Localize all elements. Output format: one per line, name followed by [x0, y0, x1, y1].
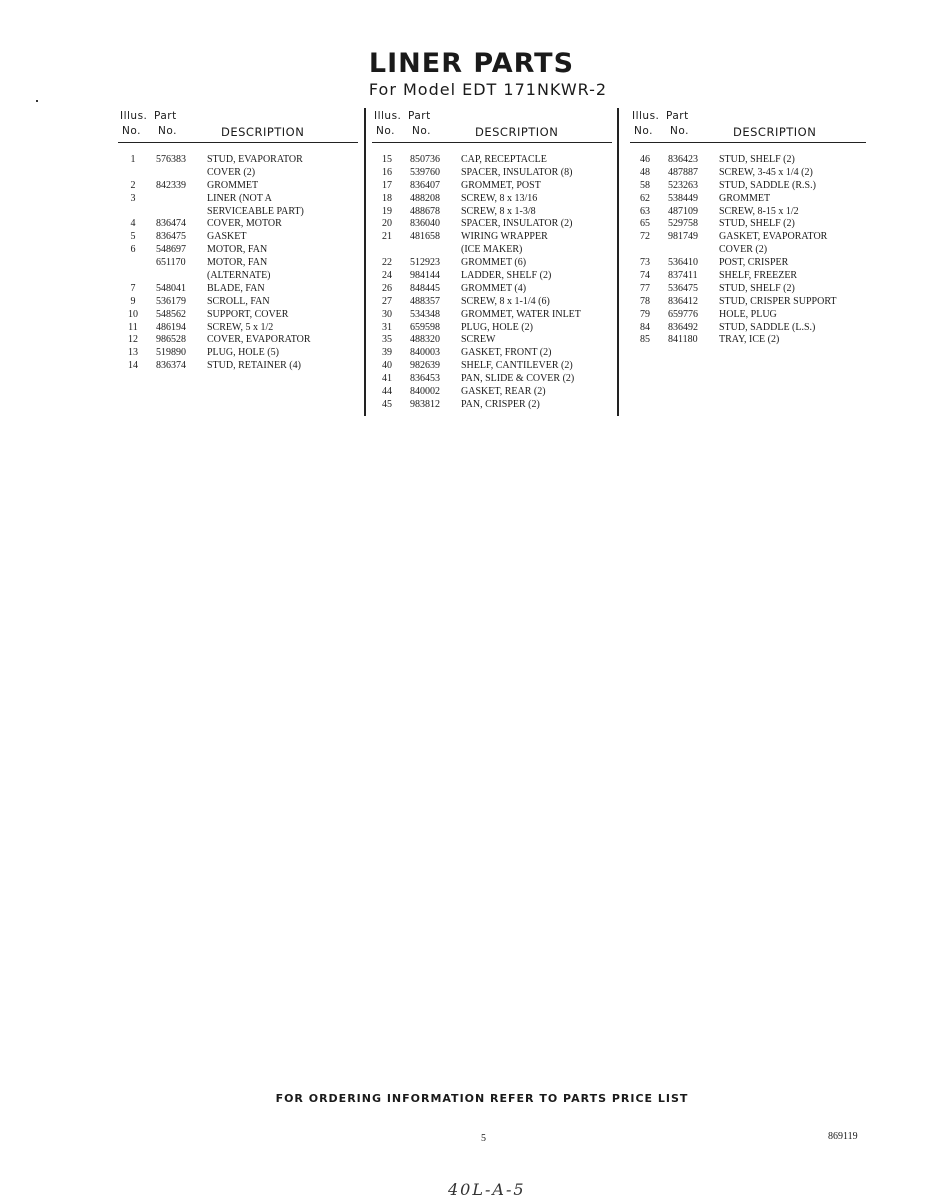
table-row	[372, 334, 612, 347]
part-number: 659776	[668, 308, 698, 320]
illus-number: 3	[130, 192, 136, 204]
table-row	[372, 167, 612, 180]
illus-number: 79	[640, 308, 650, 320]
part-number: 841180	[668, 334, 698, 346]
table-row	[630, 283, 866, 296]
table-row	[630, 193, 866, 206]
table-row	[372, 386, 612, 399]
illus-number: 5	[130, 231, 136, 243]
part-description: SHELF, FREEZER	[719, 270, 798, 282]
illus-number: 20	[382, 218, 392, 230]
header-part-no: No.	[158, 125, 177, 137]
part-description: MOTOR, FAN	[207, 257, 268, 269]
table-row	[118, 180, 358, 193]
scan-speck	[36, 100, 38, 102]
illus-number: 1	[130, 154, 136, 165]
table-row	[630, 334, 866, 347]
part-number: 836453	[410, 373, 440, 385]
illus-number: 27	[382, 295, 392, 307]
column-divider	[617, 108, 619, 416]
part-number: 840003	[410, 347, 440, 359]
part-number: 836492	[668, 321, 698, 333]
part-number: 659598	[410, 321, 440, 333]
illus-number: 45	[382, 398, 392, 410]
table-row	[372, 399, 612, 412]
page-number: 5	[481, 1133, 486, 1144]
table-row	[630, 206, 866, 219]
illus-number: 72	[640, 231, 650, 243]
illus-number: 74	[640, 270, 650, 282]
table-row	[372, 360, 612, 373]
header-part-no: No.	[670, 125, 689, 137]
illus-number: 31	[382, 321, 392, 333]
part-description: SCREW, 3-45 x 1/4 (2)	[719, 166, 813, 178]
part-number: 488208	[410, 192, 440, 204]
illus-number: 73	[640, 257, 650, 269]
part-description: LADDER, SHELF (2)	[461, 270, 552, 282]
part-description: CAP, RECEPTACLE	[461, 154, 547, 165]
table-row	[372, 244, 612, 257]
part-description: SCROLL, FAN	[207, 295, 270, 307]
table-row	[372, 206, 612, 219]
header-description: DESCRIPTION	[221, 125, 305, 139]
part-number: 487109	[668, 205, 698, 217]
illus-number: 40	[382, 360, 392, 372]
table-row	[118, 154, 358, 167]
part-number: 538449	[668, 192, 698, 204]
part-description: SCREW, 8 x 13/16	[461, 192, 538, 204]
header-illus: Illus.	[374, 110, 402, 122]
illus-number: 35	[382, 334, 392, 346]
part-description: (ICE MAKER)	[461, 244, 523, 256]
illus-number: 13	[128, 347, 138, 359]
illus-number: 77	[640, 282, 650, 294]
part-description: COVER (2)	[207, 166, 256, 178]
part-number: 523263	[668, 179, 698, 191]
table-row	[118, 360, 358, 373]
illus-number: 41	[382, 373, 392, 385]
illus-number: 9	[130, 295, 136, 307]
table-row	[372, 347, 612, 360]
part-description: STUD, CRISPER SUPPORT	[719, 295, 837, 307]
part-description: PAN, CRISPER (2)	[461, 398, 540, 410]
part-number: 548041	[156, 282, 186, 294]
illus-number: 4	[130, 218, 136, 230]
table-row	[630, 218, 866, 231]
table-row	[118, 244, 358, 257]
part-description: STUD, SHELF (2)	[719, 154, 795, 165]
header-illus-no: No.	[122, 125, 141, 137]
part-description: BLADE, FAN	[207, 282, 265, 294]
table-row	[118, 167, 358, 180]
header-rule	[118, 142, 358, 143]
header-rule	[372, 142, 612, 143]
part-number: 836407	[410, 179, 440, 191]
parts-column-2	[372, 108, 612, 412]
part-description: SUPPORT, COVER	[207, 308, 289, 320]
table-row	[372, 373, 612, 386]
table-row	[372, 322, 612, 335]
illus-number: 22	[382, 257, 392, 269]
part-number: 519890	[156, 347, 186, 359]
part-description: SHELF, CANTILEVER (2)	[461, 360, 573, 372]
part-number: 488678	[410, 205, 440, 217]
part-number: 836423	[668, 154, 698, 165]
table-row	[372, 180, 612, 193]
part-number: 836475	[156, 231, 186, 243]
table-row	[372, 193, 612, 206]
part-number: 836374	[156, 360, 186, 372]
header-description: DESCRIPTION	[475, 125, 559, 139]
illus-number: 84	[640, 321, 650, 333]
part-description: SPACER, INSULATOR (8)	[461, 166, 573, 178]
handwritten-note: 40L-A-5	[448, 1180, 526, 1199]
part-number: 486194	[156, 321, 186, 333]
part-number: 512923	[410, 257, 440, 269]
illus-number: 6	[130, 244, 136, 256]
part-description: STUD, SHELF (2)	[719, 218, 795, 230]
part-number: 986528	[156, 334, 186, 346]
part-number: 837411	[668, 270, 698, 282]
table-row	[118, 257, 358, 270]
column-divider	[364, 108, 366, 416]
illus-number: 11	[128, 321, 138, 333]
table-row	[118, 322, 358, 335]
part-description: SCREW, 8-15 x 1/2	[719, 205, 799, 217]
table-row	[118, 347, 358, 360]
part-number: 529758	[668, 218, 698, 230]
part-number: 548562	[156, 308, 186, 320]
part-number: 981749	[668, 231, 698, 243]
part-description: GROMMET, POST	[461, 179, 541, 191]
part-number: 836412	[668, 295, 698, 307]
part-number: 539760	[410, 166, 440, 178]
part-description: SCREW	[461, 334, 496, 346]
column-header	[630, 108, 866, 144]
illus-number: 10	[128, 308, 138, 320]
part-description: MOTOR, FAN	[207, 244, 268, 256]
part-number: 536475	[668, 282, 698, 294]
illus-number: 78	[640, 295, 650, 307]
part-description: GROMMET (6)	[461, 257, 527, 269]
part-description: SPACER, INSULATOR (2)	[461, 218, 573, 230]
table-row	[630, 154, 866, 167]
part-number: 850736	[410, 154, 440, 165]
table-row	[118, 309, 358, 322]
part-description: SCREW, 8 x 1-1/4 (6)	[461, 295, 550, 307]
part-number: 842339	[156, 179, 186, 191]
table-row	[118, 270, 358, 283]
header-illus: Illus.	[632, 110, 660, 122]
table-row	[372, 309, 612, 322]
header-rule	[630, 142, 866, 143]
part-number: 840002	[410, 386, 440, 398]
parts-list	[118, 154, 358, 373]
table-row	[630, 309, 866, 322]
model-subtitle: For Model EDT 171NKWR-2	[368, 80, 608, 99]
illus-number: 14	[128, 360, 138, 372]
part-number: 534348	[410, 308, 440, 320]
part-description: LINER (NOT A	[207, 192, 272, 204]
illus-number: 16	[382, 166, 392, 178]
table-row	[372, 270, 612, 283]
illus-number: 21	[382, 231, 392, 243]
part-description: STUD, EVAPORATOR	[207, 154, 303, 165]
part-description: COVER (2)	[719, 244, 768, 256]
part-number: 536410	[668, 257, 698, 269]
illus-number: 7	[130, 282, 136, 294]
illus-number: 65	[640, 218, 650, 230]
part-description: GROMMET (4)	[461, 282, 527, 294]
header-part: Part	[154, 110, 177, 122]
table-row	[118, 296, 358, 309]
ordering-note: FOR ORDERING INFORMATION REFER TO PARTS PRICE LIST	[275, 1092, 689, 1105]
part-number: 651170	[156, 257, 186, 269]
table-row	[118, 206, 358, 219]
table-row	[372, 231, 612, 244]
header-part: Part	[408, 110, 431, 122]
part-description: SCREW, 8 x 1-3/8	[461, 205, 536, 217]
part-description: POST, CRISPER	[719, 257, 789, 269]
document-code: 869119	[828, 1131, 858, 1142]
table-row	[118, 218, 358, 231]
part-number: 984144	[410, 270, 440, 282]
table-row	[118, 283, 358, 296]
part-number: 848445	[410, 282, 440, 294]
part-description: GASKET	[207, 231, 247, 243]
table-row	[630, 296, 866, 309]
part-description: (ALTERNATE)	[207, 270, 271, 282]
illus-number: 2	[130, 179, 136, 191]
part-number: 548697	[156, 244, 186, 256]
part-description: COVER, MOTOR	[207, 218, 282, 230]
illus-number: 19	[382, 205, 392, 217]
part-description: STUD, RETAINER (4)	[207, 360, 301, 372]
illus-number: 26	[382, 282, 392, 294]
part-description: GASKET, FRONT (2)	[461, 347, 552, 359]
illus-number: 63	[640, 205, 650, 217]
illus-number: 62	[640, 192, 650, 204]
table-row	[118, 193, 358, 206]
table-row	[372, 218, 612, 231]
part-description: GASKET, EVAPORATOR	[719, 231, 828, 243]
table-row	[118, 334, 358, 347]
part-number: 576383	[156, 154, 186, 165]
page-title: LINER PARTS	[368, 48, 575, 79]
part-description: GROMMET	[719, 192, 771, 204]
column-header	[118, 108, 358, 144]
table-row	[118, 231, 358, 244]
part-description: COVER, EVAPORATOR	[207, 334, 311, 346]
table-row	[630, 244, 866, 257]
part-description: GROMMET	[207, 179, 259, 191]
illus-number: 48	[640, 166, 650, 178]
part-number: 488320	[410, 334, 440, 346]
part-description: STUD, SADDLE (R.S.)	[719, 179, 816, 191]
parts-list	[372, 154, 612, 412]
part-description: PAN, SLIDE & COVER (2)	[461, 373, 575, 385]
table-row	[372, 296, 612, 309]
parts-list	[630, 154, 866, 347]
header-illus: Illus.	[120, 110, 148, 122]
table-row	[630, 231, 866, 244]
part-number: 836474	[156, 218, 186, 230]
table-row	[630, 257, 866, 270]
illus-number: 12	[128, 334, 138, 346]
parts-column-3	[630, 108, 866, 347]
part-description: TRAY, ICE (2)	[719, 334, 780, 346]
part-description: HOLE, PLUG	[719, 308, 777, 320]
illus-number: 44	[382, 386, 392, 398]
part-description: PLUG, HOLE (5)	[207, 347, 279, 359]
part-description: GROMMET, WATER INLET	[461, 308, 581, 320]
part-number: 983812	[410, 398, 440, 410]
table-row	[630, 180, 866, 193]
part-number: 481658	[410, 231, 440, 243]
table-row	[630, 322, 866, 335]
header-illus-no: No.	[376, 125, 395, 137]
illus-number: 30	[382, 308, 392, 320]
part-number: 536179	[156, 295, 186, 307]
illus-number: 18	[382, 192, 392, 204]
illus-number: 85	[640, 334, 650, 346]
illus-number: 58	[640, 179, 650, 191]
illus-number: 15	[382, 154, 392, 165]
part-number: 982639	[410, 360, 440, 372]
part-number: 487887	[668, 166, 698, 178]
part-number: 836040	[410, 218, 440, 230]
part-description: WIRING WRAPPER	[461, 231, 548, 243]
illus-number: 17	[382, 179, 392, 191]
part-number: 488357	[410, 295, 440, 307]
part-description: STUD, SHELF (2)	[719, 282, 795, 294]
illus-number: 24	[382, 270, 392, 282]
part-description: GASKET, REAR (2)	[461, 386, 546, 398]
part-description: SERVICEABLE PART)	[207, 205, 304, 217]
table-row	[372, 257, 612, 270]
table-row	[372, 154, 612, 167]
column-header	[372, 108, 612, 144]
header-part-no: No.	[412, 125, 431, 137]
illus-number: 39	[382, 347, 392, 359]
part-description: SCREW, 5 x 1/2	[207, 321, 274, 333]
table-row	[630, 167, 866, 180]
table-row	[630, 270, 866, 283]
part-description: STUD, SADDLE (L.S.)	[719, 321, 816, 333]
header-description: DESCRIPTION	[733, 125, 817, 139]
illus-number: 46	[640, 154, 650, 165]
header-illus-no: No.	[634, 125, 653, 137]
table-row	[372, 283, 612, 296]
part-description: PLUG, HOLE (2)	[461, 321, 533, 333]
parts-column-1	[118, 108, 358, 373]
header-part: Part	[666, 110, 689, 122]
